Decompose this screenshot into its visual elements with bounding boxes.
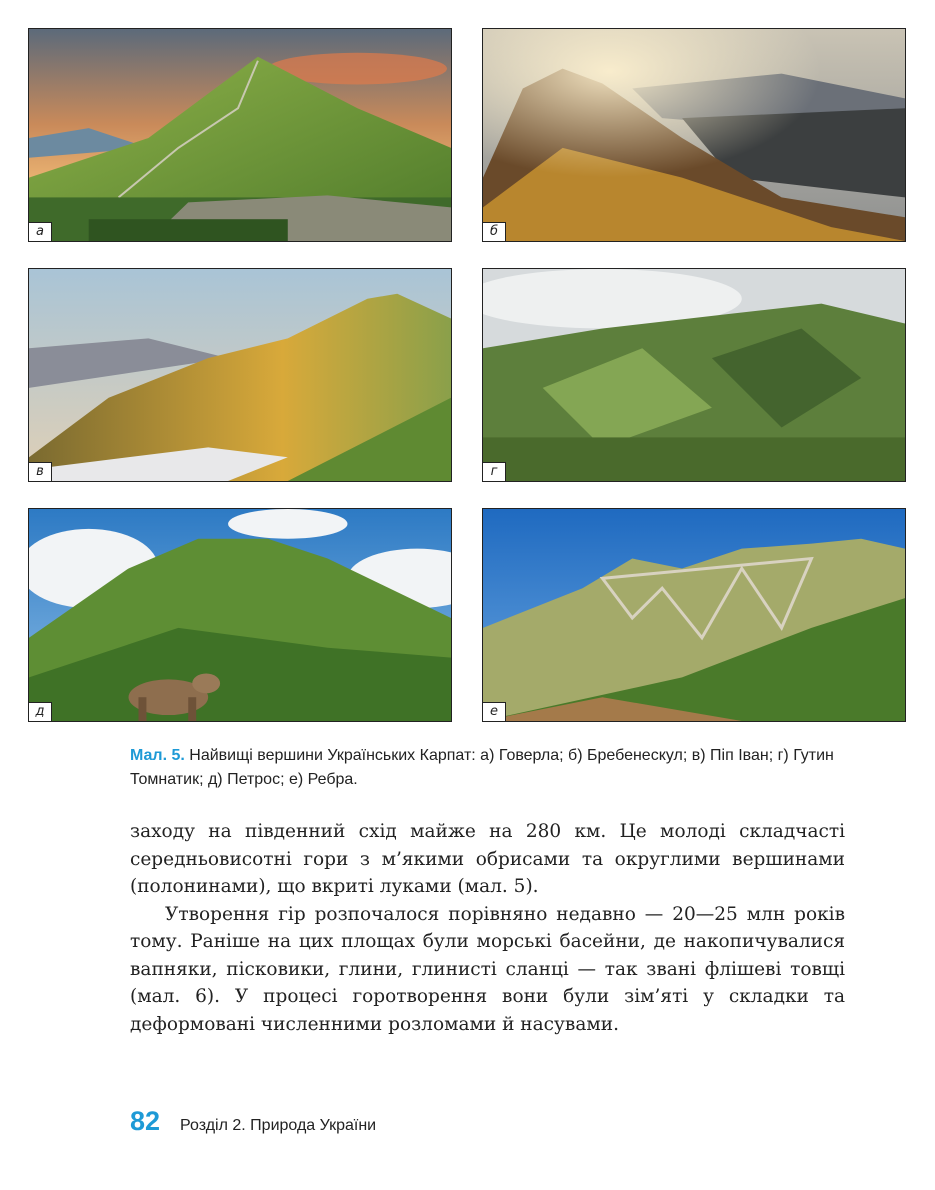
photo-rebra-image (483, 509, 905, 721)
figure-caption-label: Мал. 5. (130, 747, 185, 764)
section-title: Розділ 2. Природа України (180, 1117, 377, 1134)
body-paragraph-2: Утворення гір розпочалося порівняно недавно — 20—25 млн років тому. Раніше на цих площах були морські басейни, де накопичувалися вапняки, пісковики, глини, глинисті сланці — так звані флішеві товщі (мал. 6). У процесі горотворення вони були зім’яті у складки та деформовані численними розломами й насувами. (130, 903, 845, 1035)
figure-caption-text: Найвищі вершини Українських Карпат: а) Говерла; б) Бребенескул; в) Піп Іван; г) Гутин Томнатик; д) Петрос; е) Ребра. (130, 747, 834, 788)
photo-label-e: е (483, 702, 506, 721)
photo-label-h: г (483, 462, 506, 481)
body-paragraph-1: заходу на південний схід майже на 280 км. Це молоді складчасті середньовисотні гори з м’якими обрисами та округлими вершинами (полонинами), що вкриті луками (мал. 5). (130, 821, 845, 897)
photo-label-v: в (29, 462, 52, 481)
photo-hutyn-tomnatyk-image (483, 269, 905, 481)
photo-brebeneskul (482, 28, 906, 242)
photo-hutyn-tomnatyk (482, 268, 906, 482)
page-footer (130, 1106, 376, 1146)
photo-pip-ivan (28, 268, 452, 482)
photo-hoverla-image (29, 29, 451, 241)
body-text (130, 818, 845, 1038)
photo-label-a: а (29, 222, 52, 241)
photo-label-b: б (483, 222, 506, 241)
photo-petros (28, 508, 452, 722)
photo-pip-ivan-image (29, 269, 451, 481)
photo-petros-image (29, 509, 451, 721)
photo-rebra (482, 508, 906, 722)
photo-brebeneskul-image (483, 29, 905, 241)
page-number: 82 (130, 1106, 161, 1136)
figure-caption (130, 744, 850, 792)
photo-hoverla (28, 28, 452, 242)
photo-label-d: д (29, 702, 52, 721)
